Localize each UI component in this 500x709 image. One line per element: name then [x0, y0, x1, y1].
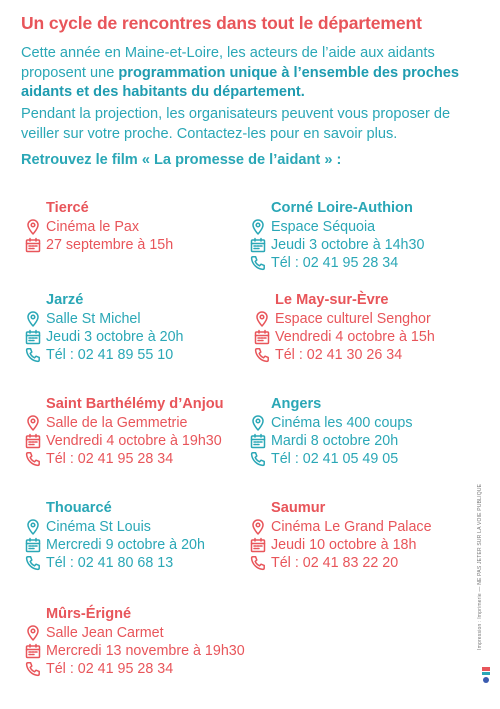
venue-date: 27 septembre à 15h [46, 237, 174, 253]
venue-place: Espace Séquoia [271, 219, 376, 235]
venue-phone: Tél : 02 41 05 49 05 [271, 451, 399, 467]
venue-city: Tiercé [46, 200, 89, 216]
location-pin-icon [254, 311, 270, 327]
location-pin-icon [25, 519, 41, 535]
venue-jarze [21, 290, 246, 364]
venue-date: Mardi 8 octobre 20h [271, 433, 399, 449]
calendar-icon [250, 433, 266, 449]
phone-icon [25, 661, 41, 677]
venue-place: Cinéma les 400 coups [271, 415, 413, 431]
venue-date: Mercredi 9 octobre à 20h [46, 537, 205, 553]
venue-city: Angers [271, 396, 322, 412]
venue-saumur [246, 498, 471, 572]
film-lead: Retrouvez le film « La promesse de l’aidant » : [21, 152, 342, 168]
venue-le-may-sur-evre [250, 290, 475, 364]
venue-angers [246, 394, 471, 468]
venue-city: Corné Loire-Authion [271, 200, 413, 216]
venue-place: Salle St Michel [46, 311, 141, 327]
venue-place: Cinéma Le Grand Palace [271, 519, 432, 535]
location-pin-icon [25, 219, 41, 235]
phone-icon [25, 347, 41, 363]
calendar-icon [250, 537, 266, 553]
calendar-icon [25, 237, 41, 253]
venue-date: Jeudi 10 octobre à 18h [271, 537, 417, 553]
page-title: Un cycle de rencontres dans tout le département [21, 13, 422, 33]
location-pin-icon [250, 415, 266, 431]
location-pin-icon [25, 625, 41, 641]
phone-icon [250, 255, 266, 271]
venue-date: Vendredi 4 octobre à 15h [275, 329, 435, 345]
imprimerie-logo [480, 665, 492, 685]
phone-icon [254, 347, 270, 363]
venue-corne [246, 198, 471, 272]
phone-icon [250, 555, 266, 571]
venue-date: Vendredi 4 octobre à 19h30 [46, 433, 222, 449]
intro-highlight: programmation unique à l’ensemble des proches aidants et des habitants du département. [21, 64, 459, 100]
intro-text: Cette année en Maine-et-Loire, les acteurs de l’aide aux aidants proposent une [21, 45, 435, 81]
location-pin-icon [250, 519, 266, 535]
venue-phone: Tél : 02 41 89 55 10 [46, 347, 174, 363]
venue-phone: Tél : 02 41 95 28 34 [271, 255, 399, 271]
intro-paragraph-1 [21, 44, 491, 103]
venue-phone: Tél : 02 41 30 26 34 [275, 347, 403, 363]
venue-place: Cinéma St Louis [46, 519, 151, 535]
phone-icon [25, 555, 41, 571]
venue-city: Saint Barthélémy d’Anjou [46, 396, 224, 412]
venue-phone: Tél : 02 41 83 22 20 [271, 555, 399, 571]
calendar-icon [254, 329, 270, 345]
venue-saint-barthelemy [21, 394, 246, 468]
calendar-icon [250, 237, 266, 253]
print-notice: Impression : Imprimerie — NE PAS JETER SUR LA VOIE PUBLIQUE [477, 483, 483, 650]
location-pin-icon [25, 311, 41, 327]
calendar-icon [25, 433, 41, 449]
venue-date: Jeudi 3 octobre à 14h30 [271, 237, 425, 253]
venue-city: Jarzé [46, 292, 84, 308]
venue-tierce [21, 198, 246, 254]
venue-city: Thouarcé [46, 500, 112, 516]
venue-place: Salle de la Gemmetrie [46, 415, 188, 431]
venue-place: Espace culturel Senghor [275, 311, 431, 327]
location-pin-icon [25, 415, 41, 431]
venue-phone: Tél : 02 41 80 68 13 [46, 555, 174, 571]
venue-thouarce [21, 498, 246, 572]
venue-place: Cinéma le Pax [46, 219, 139, 235]
phone-icon [25, 451, 41, 467]
calendar-icon [25, 643, 41, 659]
calendar-icon [25, 537, 41, 553]
intro-paragraph-2: Pendant la projection, les organisateurs peuvent vous proposer de veiller sur votre proche. Contactez-les pour en savoir plus. [21, 106, 451, 142]
venue-phone: Tél : 02 41 95 28 34 [46, 661, 174, 677]
calendar-icon [25, 329, 41, 345]
venue-date: Mercredi 13 novembre à 19h30 [46, 643, 245, 659]
venue-place: Salle Jean Carmet [46, 625, 164, 641]
venue-phone: Tél : 02 41 95 28 34 [46, 451, 174, 467]
phone-icon [250, 451, 266, 467]
venue-date: Jeudi 3 octobre à 20h [46, 329, 184, 345]
venue-city: Le May-sur-Èvre [275, 292, 389, 308]
venue-murs-erigne [21, 604, 246, 678]
venue-city: Mûrs-Érigné [46, 606, 132, 622]
venue-city: Saumur [271, 500, 326, 516]
location-pin-icon [250, 219, 266, 235]
